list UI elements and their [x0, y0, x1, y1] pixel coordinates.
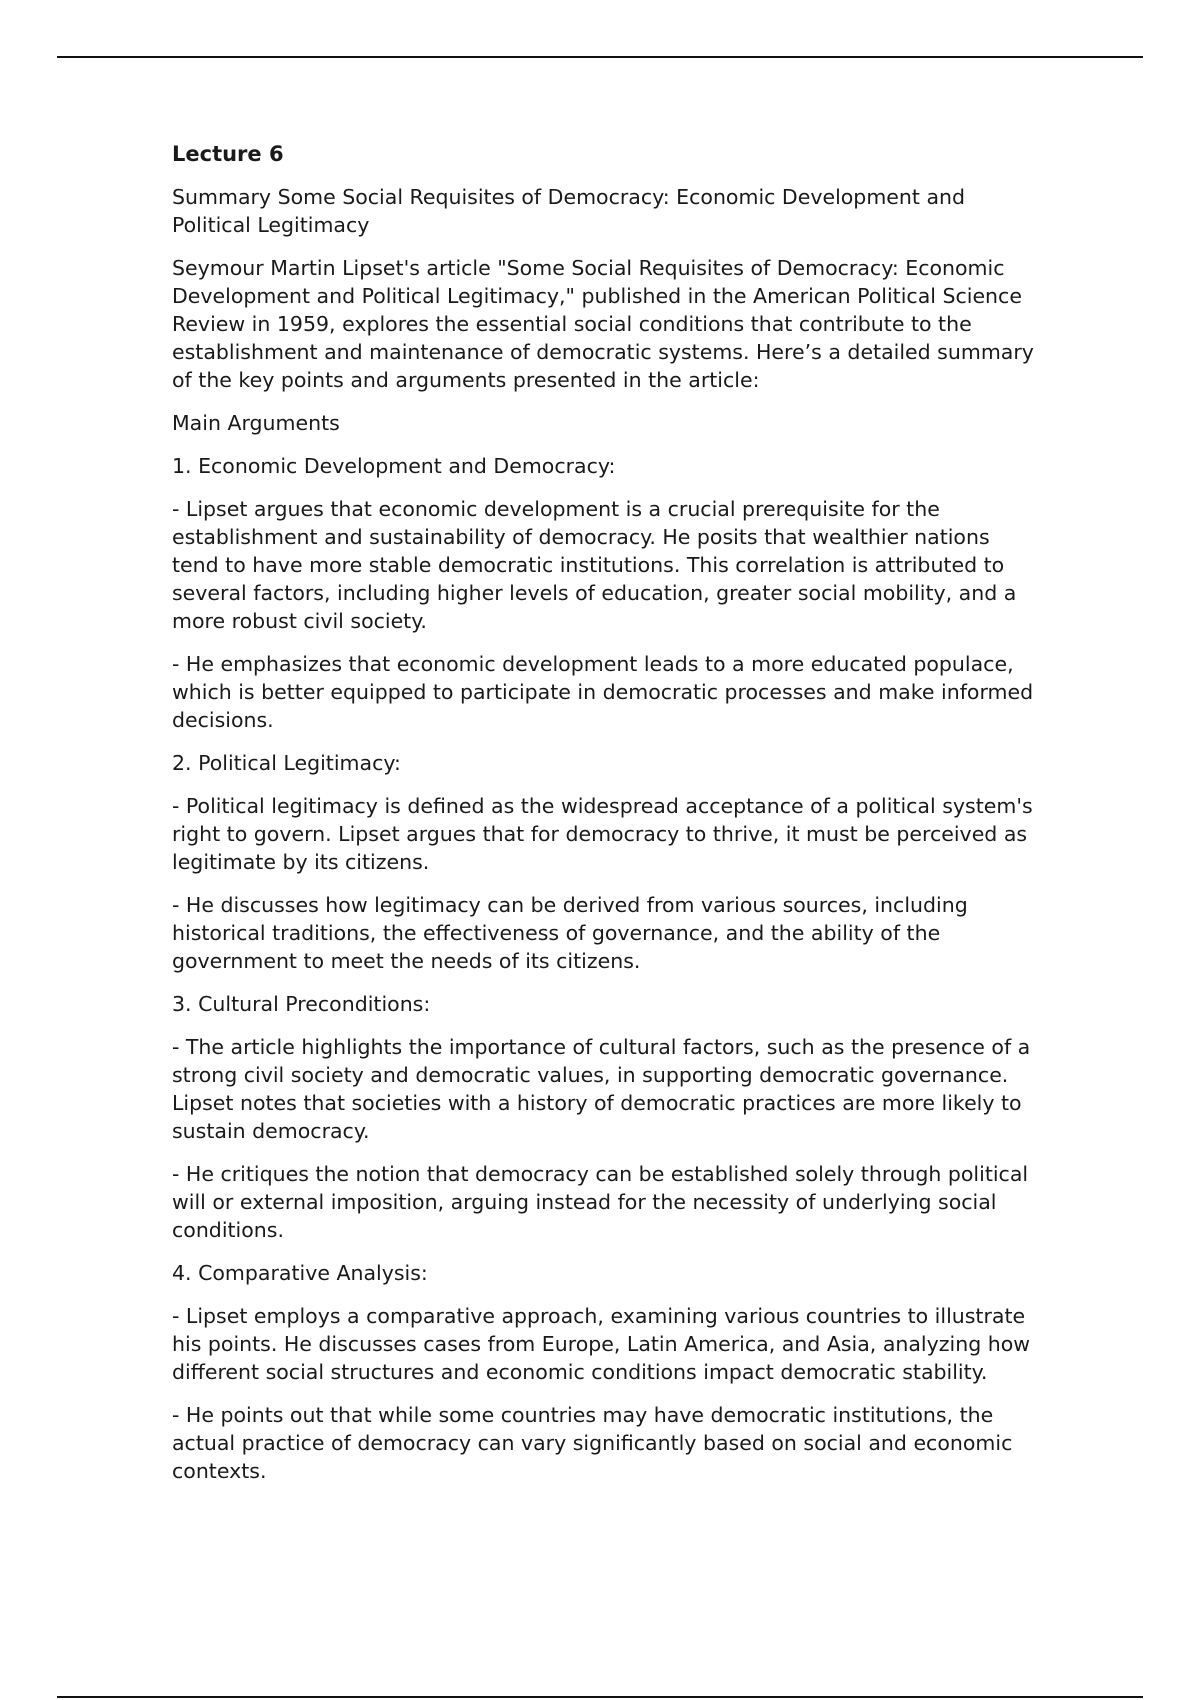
bottom-divider — [57, 1696, 1143, 1698]
section-heading-comparative-analysis: 4. Comparative Analysis: — [172, 1261, 428, 1285]
bullet-paragraph: - The article highlights the importance of cultural factors, such as the presence of a strong civil society and democratic values, in supporting democratic governance. Lipset notes that societies with a history of democratic practices are more likely to sustain democracy. — [172, 1035, 1031, 1143]
bullet-paragraph: - Lipset argues that economic development is a crucial prerequisite for the establishment and sustainability of democracy. He posits that wealthier nations tend to have more stable democratic institutions. This correlation is attributed to several factors, including higher levels of education, greater social mobility, and a more robust civil society. — [172, 497, 1017, 633]
top-divider — [57, 56, 1143, 58]
bullet-paragraph: - Lipset employs a comparative approach, examining various countries to illustrate his points. He discusses cases from Europe, Latin America, and Asia, analyzing how different social structures and economic conditions impact democratic stability. — [172, 1304, 1031, 1384]
bullet-paragraph: - Political legitimacy is defined as the widespread acceptance of a political system's right to govern. Lipset argues that for democracy to thrive, it must be perceived as legitimate by its citizens. — [172, 794, 1033, 874]
section-heading-economic-development: 1. Economic Development and Democracy: — [172, 454, 616, 478]
section-heading-political-legitimacy: 2. Political Legitimacy: — [172, 751, 401, 775]
bullet-paragraph: - He points out that while some countries may have democratic institutions, the actual practice of democracy can vary significantly based on social and economic contexts. — [172, 1403, 1013, 1483]
document-subtitle: Summary Some Social Requisites of Democracy: Economic Development and Political Legitimacy — [172, 185, 966, 237]
bullet-paragraph: - He critiques the notion that democracy can be established solely through political will or external imposition, arguing instead for the necessity of underlying social conditions. — [172, 1162, 1029, 1242]
section-heading-main-arguments: Main Arguments — [172, 411, 340, 435]
intro-paragraph: Seymour Martin Lipset's article "Some Social Requisites of Democracy: Economic Development and Political Legitimacy," published in the American Political Science Review in 1959, explores the essential social conditions that contribute to the establishment and maintenance of democratic systems. Here’s a detailed summary of the key points and arguments presented in the article: — [172, 256, 1034, 392]
section-heading-cultural-preconditions: 3. Cultural Preconditions: — [172, 992, 431, 1016]
bullet-paragraph: - He discusses how legitimacy can be derived from various sources, including historical traditions, the effectiveness of governance, and the ability of the government to meet the needs of its citizens. — [172, 893, 968, 973]
lecture-heading: Lecture 6 — [172, 142, 284, 166]
bullet-paragraph: - He emphasizes that economic development leads to a more educated populace, which is better equipped to participate in democratic processes and make informed decisions. — [172, 652, 1034, 732]
document-body — [172, 140, 1038, 1500]
